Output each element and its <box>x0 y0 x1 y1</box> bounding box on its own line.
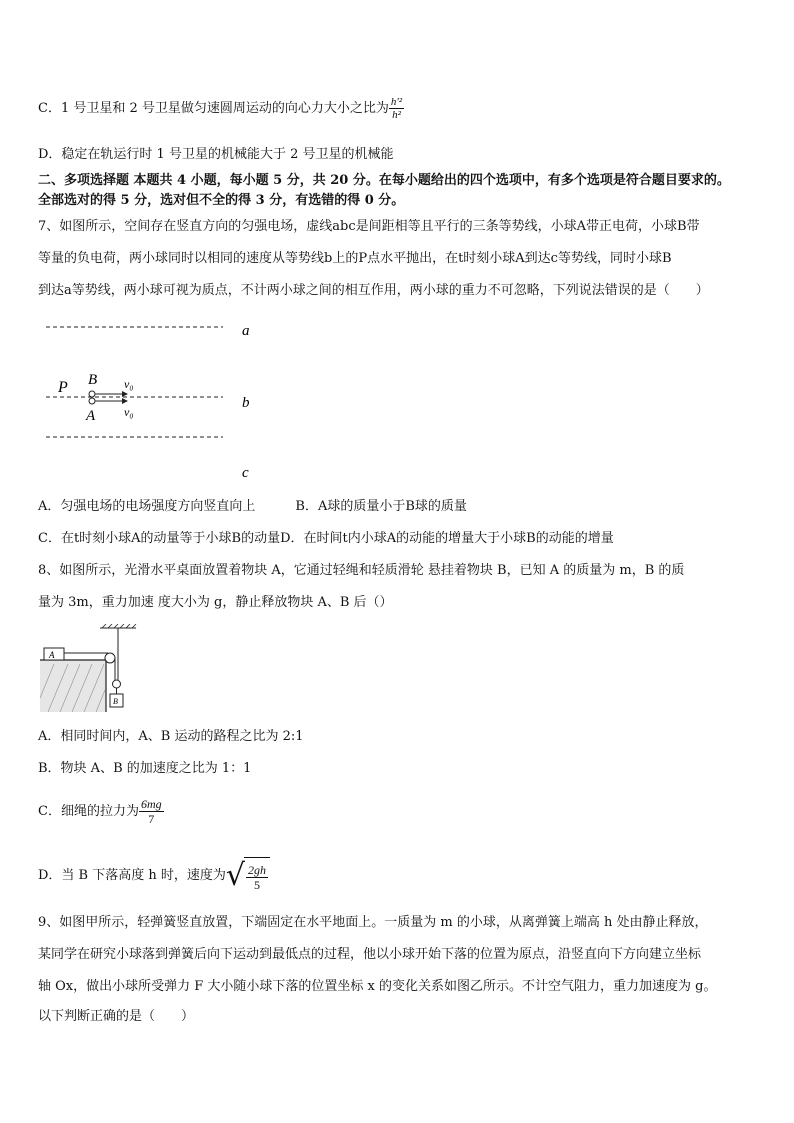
q8-option-c-fraction <box>139 797 164 826</box>
q7-option-c: C．在t时刻小球A的动量等于小球B的动量 <box>38 531 281 546</box>
block-b-label: B <box>113 697 118 706</box>
q8-option-c-text: C．细绳的拉力为 <box>38 804 139 819</box>
label-c: c <box>242 465 249 481</box>
ball-a <box>89 398 95 404</box>
fraction-numerator: h'² <box>390 96 403 108</box>
sqrt-radical: √ <box>225 857 246 893</box>
q8-option-b: B．物块 A、B 的加速度之比为 1：1 <box>38 761 252 776</box>
arrow-head-a <box>122 398 128 404</box>
block-a-label: A <box>49 650 55 660</box>
label-b: b <box>242 395 250 411</box>
q7-stem-line3: 到达a等势线，两小球可视为质点，不计两小球之间的相互作用，两小球的重力不可忽略，下列说法错误的是（ ） <box>38 283 709 298</box>
q9-stem-line2: 某同学在研究小球落到弹簧后向下运动到最低点的过程，他以小球开始下落的位置为原点，沿竖直向下方向建立坐标 <box>38 947 702 962</box>
movable-pulley <box>113 680 121 688</box>
q8-stem-line1: 8、如图所示，光滑水平桌面放置着物块 A，它通过轻绳和轻质滑轮 悬挂着物块 B，已知 A 的质量为 m，B 的质 <box>38 563 685 578</box>
label-v0-b: v₀ <box>124 377 134 391</box>
fraction-denominator: 7 <box>148 812 155 826</box>
ceiling-hatch <box>102 624 136 628</box>
fraction-denominator: h² <box>392 109 401 121</box>
q8-stem-line2: 量为 3m，重力加速 度大小为 g，静止释放物块 A、B 后（） <box>38 595 393 610</box>
q8-option-d-text: D．当 B 下落高度 h 时，速度为 <box>38 868 226 883</box>
fixed-pulley <box>105 653 115 663</box>
fraction-denominator: 5 <box>254 877 261 892</box>
q8-option-c <box>38 796 768 828</box>
label-ball-b: B <box>88 372 98 388</box>
label-a: a <box>242 323 250 339</box>
arrow-head-b <box>122 391 128 397</box>
ball-b <box>89 391 95 397</box>
q9-stem-line1: 9、如图甲所示，轻弹簧竖直放置，下端固定在水平地面上。一质量为 m 的小球，从离弹簧上端高 h 处由静止释放， <box>38 915 708 930</box>
section2-line2: 全部选对的得 5 分，选对但不全的得 3 分，有选错的得 0 分。 <box>38 193 405 208</box>
q7-option-b: B．A球的质量小于B球的质量 <box>295 499 467 514</box>
section2-line1: 二、多项选择题 本题共 4 小题，每小题 5 分，共 20 分。在每小题给出的四个选项中，有多个选项是符合题目要求的。 <box>38 173 730 188</box>
q7-stem-line2: 等量的负电荷，两小球同时以相同的速度从等势线b上的P点水平抛出，在t时刻小球A到达c等势线，同时小球B <box>38 251 672 266</box>
q7-option-a: A．匀强电场的电场强度方向竖直向上 <box>38 499 256 514</box>
label-v0-a: v₀ <box>124 405 134 419</box>
q8-option-d-sqrt <box>226 857 270 895</box>
fraction-numerator: 6mg <box>140 797 162 811</box>
q9-stem-line4: 以下判断正确的是（ ） <box>38 1009 195 1024</box>
q6-option-c-text: C．1 号卫星和 2 号卫星做匀速圆周运动的向心力大小之比为 <box>38 101 389 116</box>
q8-option-a: A．相同时间内，A、B 运动的路程之比为 2:1 <box>38 729 304 744</box>
q6-option-c-fraction <box>389 96 404 121</box>
label-p: P <box>58 379 68 396</box>
q7-options-cd <box>38 530 768 548</box>
q6-option-c <box>38 96 768 121</box>
q8-option-d-fraction <box>246 863 268 892</box>
q7-options-ab <box>38 498 768 516</box>
q6-option-d: D．稳定在轨运行时 1 号卫星的机械能大于 2 号卫星的机械能 <box>38 147 394 162</box>
q7-option-d: D．在时间t内小球A的动能的增量大于小球B的动能的增量 <box>280 531 614 546</box>
table <box>40 660 106 712</box>
q7-figure <box>38 312 278 484</box>
label-ball-a: A <box>86 408 96 424</box>
fraction-numerator: 2gh <box>248 862 267 877</box>
q9-stem-line3: 轴 Ox，做出小球所受弹力 F 大小随小球下落的位置坐标 x 的变化关系如图乙所示。不计空气阻力，重力加速度为 g。 <box>38 979 717 994</box>
q7-stem-line1: 7、如图所示，空间存在竖直方向的匀强电场，虚线abc是间距相等且平行的三条等势线，小球A带正电荷，小球B带 <box>38 219 700 234</box>
sqrt-radicand <box>244 857 270 895</box>
q8-figure <box>38 624 142 714</box>
q8-option-d <box>38 856 768 896</box>
